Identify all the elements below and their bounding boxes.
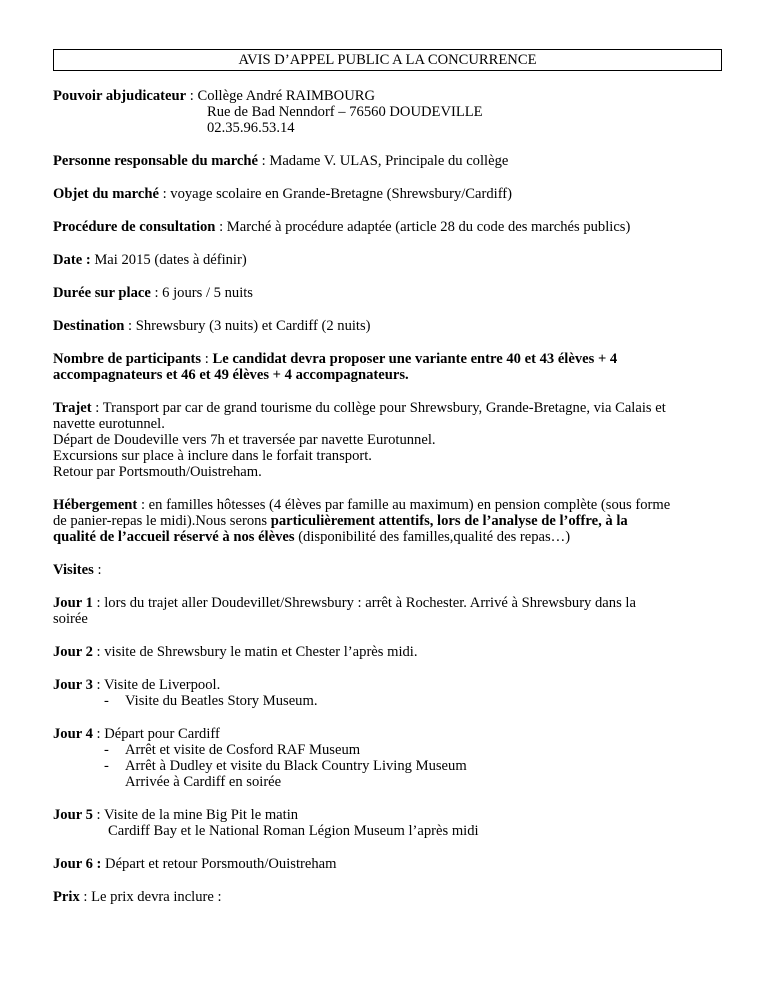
duree-line bbox=[53, 285, 253, 302]
jour2-text: : visite de Shrewsbury le matin et Chester l’après midi. bbox=[92, 644, 418, 660]
prix-line bbox=[53, 889, 222, 906]
procedure-text: : Marché à procédure adaptée (article 28 du code des marchés publics) bbox=[215, 219, 631, 235]
page-title: AVIS D’APPEL PUBLIC A LA CONCURRENCE bbox=[53, 49, 722, 71]
pouvoir-sep: : bbox=[186, 88, 198, 104]
hebergement-text-3a: qualité de l’accueil réservé à nos élèves bbox=[53, 529, 295, 545]
jour3-text: : Visite de Liverpool. bbox=[92, 677, 221, 693]
jour5-label: Jour 5 bbox=[53, 807, 93, 823]
hebergement-text-3b: (disponibilité des familles,qualité des repas…) bbox=[294, 529, 571, 545]
date-label: Date : bbox=[53, 252, 91, 268]
trajet-line-3: Départ de Doudeville vers 7h et traversée par navette Eurotunnel. bbox=[53, 432, 436, 448]
jour3-bullet-dash: - bbox=[104, 693, 109, 709]
trajet-text-1: : Transport par car de grand tourisme du collège pour Shrewsbury, Grande-Bretagne, via Calais et bbox=[91, 400, 666, 416]
jour4-line bbox=[53, 726, 220, 743]
jour4-bullet1-dash: - bbox=[104, 742, 109, 758]
objet-label: Objet du marché bbox=[53, 186, 159, 202]
pouvoir-line-1 bbox=[53, 88, 375, 105]
hebergement-line-1 bbox=[53, 497, 670, 514]
jour3-bullet: Visite du Beatles Story Museum. bbox=[125, 693, 318, 709]
participants-line-2 bbox=[53, 367, 409, 384]
date-text: Mai 2015 (dates à définir) bbox=[90, 252, 247, 268]
responsable-text: : Madame V. ULAS, Principale du collège bbox=[258, 153, 509, 169]
trajet-line-5: Retour par Portsmouth/Ouistreham. bbox=[53, 464, 262, 480]
participants-text-2: accompagnateurs et 46 et 49 élèves + 4 accompagnateurs. bbox=[53, 367, 409, 383]
responsable-line bbox=[53, 153, 508, 170]
procedure-label: Procédure de consultation bbox=[53, 219, 216, 235]
trajet-label: Trajet bbox=[53, 400, 92, 416]
prix-text: : Le prix devra inclure : bbox=[79, 889, 222, 905]
jour2-line bbox=[53, 644, 418, 661]
hebergement-text-1: : en familles hôtesses (4 élèves par famille au maximum) en pension complète (sous forme bbox=[137, 497, 671, 513]
hebergement-text-2a: de panier-repas le midi).Nous serons bbox=[53, 513, 271, 529]
hebergement-label: Hébergement bbox=[53, 497, 138, 513]
jour4-bullet-2: Arrêt à Dudley et visite du Black Country Living Museum bbox=[125, 758, 467, 774]
jour4-label: Jour 4 bbox=[53, 726, 93, 742]
visites-line bbox=[53, 562, 102, 579]
hebergement-line-2 bbox=[53, 513, 628, 530]
pouvoir-name: Collège André RAIMBOURG bbox=[197, 88, 376, 104]
jour4-line-4: Arrivée à Cardiff en soirée bbox=[125, 774, 282, 790]
trajet-line-1 bbox=[53, 400, 666, 417]
jour2-label: Jour 2 bbox=[53, 644, 93, 660]
trajet-line-2: navette eurotunnel. bbox=[53, 416, 165, 432]
duree-text: : 6 jours / 5 nuits bbox=[150, 285, 253, 301]
jour6-label: Jour 6 : bbox=[53, 856, 102, 872]
participants-line-1 bbox=[53, 351, 617, 368]
jour1-text-1: : lors du trajet aller Doudevillet/Shrewsbury : arrêt à Rochester. Arrivé à Shrewsbury dans la bbox=[92, 595, 636, 611]
pouvoir-phone: 02.35.96.53.14 bbox=[207, 120, 295, 136]
jour5-line-2: Cardiff Bay et le National Roman Légion Museum l’après midi bbox=[108, 823, 479, 839]
jour4-text: : Départ pour Cardiff bbox=[92, 726, 220, 742]
destination-line bbox=[53, 318, 371, 335]
jour4-bullet-1: Arrêt et visite de Cosford RAF Museum bbox=[125, 742, 361, 758]
visites-text: : bbox=[93, 562, 102, 578]
participants-label: Nombre de participants bbox=[53, 351, 202, 367]
objet-line bbox=[53, 186, 512, 203]
jour3-label: Jour 3 bbox=[53, 677, 93, 693]
hebergement-line-3 bbox=[53, 529, 570, 546]
jour5-line bbox=[53, 807, 298, 824]
jour5-text: : Visite de la mine Big Pit le matin bbox=[92, 807, 299, 823]
pouvoir-address: Rue de Bad Nenndorf – 76560 DOUDEVILLE bbox=[207, 104, 483, 120]
visites-label: Visites bbox=[53, 562, 94, 578]
jour4-bullet2-dash: - bbox=[104, 758, 109, 774]
jour1-line-2: soirée bbox=[53, 611, 88, 627]
trajet-line-4: Excursions sur place à inclure dans le forfait transport. bbox=[53, 448, 372, 464]
pouvoir-label: Pouvoir abjudicateur bbox=[53, 88, 187, 104]
procedure-line bbox=[53, 219, 630, 236]
participants-sep: : bbox=[201, 351, 213, 367]
jour3-line bbox=[53, 677, 220, 694]
date-line bbox=[53, 252, 247, 269]
jour6-text: Départ et retour Porsmouth/Ouistreham bbox=[101, 856, 337, 872]
participants-text-1: Le candidat devra proposer une variante entre 40 et 43 élèves + 4 bbox=[212, 351, 618, 367]
responsable-label: Personne responsable du marché bbox=[53, 153, 258, 169]
destination-text: : Shrewsbury (3 nuits) et Cardiff (2 nuits) bbox=[124, 318, 371, 334]
objet-text: : voyage scolaire en Grande-Bretagne (Shrewsbury/Cardiff) bbox=[158, 186, 513, 202]
hebergement-text-2b: particulièrement attentifs, lors de l’analyse de l’offre, à la bbox=[270, 513, 628, 529]
prix-label: Prix bbox=[53, 889, 80, 905]
jour6-line bbox=[53, 856, 336, 873]
jour1-line-1 bbox=[53, 595, 636, 612]
jour1-label: Jour 1 bbox=[53, 595, 93, 611]
duree-label: Durée sur place bbox=[53, 285, 151, 301]
destination-label: Destination bbox=[53, 318, 125, 334]
